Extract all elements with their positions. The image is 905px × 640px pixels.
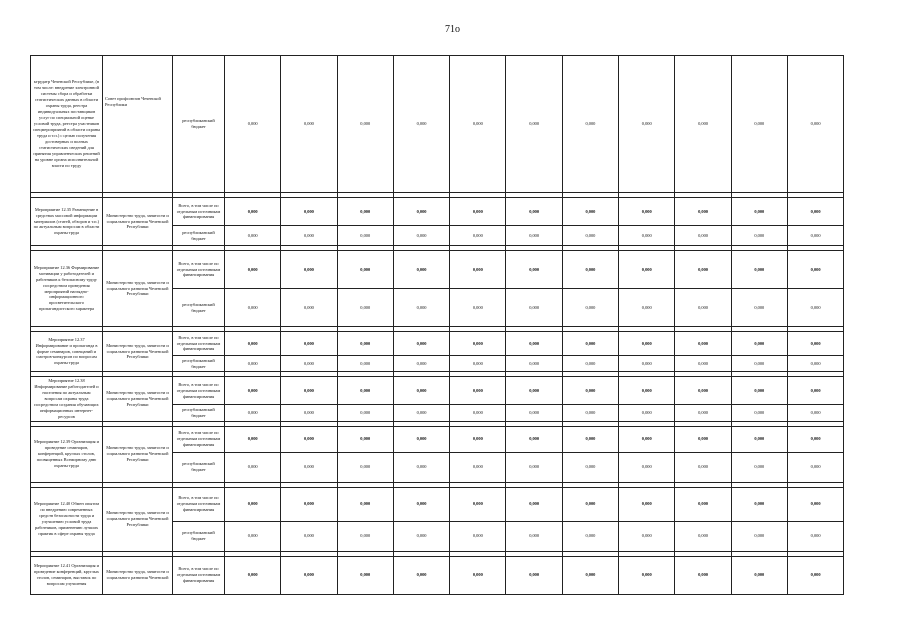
amount-cell: 0,000 [787,56,843,193]
table-row [31,556,844,594]
executor-cell: Министерство труда, занятости и социального развития Чеченской Республики [103,426,173,482]
amount-cell: 0,000 [506,452,562,482]
executor-cell: Совет профсоюзов Чеченской Республики [103,56,173,193]
amount-cell: 0,000 [619,521,675,551]
amount-cell: 0,000 [731,426,787,452]
amount-cell: 0,000 [450,521,506,551]
funding-source-cell: Всего, в том числе по отдельным источникам финансирования [173,198,225,226]
amount-cell: 0,000 [506,226,562,246]
event-cell: Мероприятие 12.37 Информирование и пропаганда в форме семинаров, совещаний и смотров-конкурсов по вопросам охраны труда [31,332,103,372]
funding-source-cell: Всего, в том числе по отдельным источникам финансирования [173,487,225,521]
amount-cell: 0,000 [225,487,281,521]
amount-cell: 0,000 [731,356,787,372]
amount-cell: 0,000 [393,356,449,372]
amount-cell: 0,000 [393,452,449,482]
amount-cell: 0,000 [450,452,506,482]
amount-cell: 0,000 [225,226,281,246]
funding-source-cell: республиканский бюджет [173,452,225,482]
amount-cell: 0,000 [393,289,449,327]
event-cell: Мероприятие 12.35 Размещение в средствах массовой информации материалов (статей, обзоров и т.п.) по актуальным вопросам в области охраны труда [31,198,103,246]
amount-cell: 0,000 [337,289,393,327]
amount-cell: 0,000 [337,487,393,521]
amount-cell: 0,000 [562,56,618,193]
amount-cell: 0,000 [787,487,843,521]
funding-source-cell: республиканский бюджет [173,56,225,193]
amount-cell: 0,000 [393,556,449,594]
amount-cell: 0,000 [619,377,675,405]
amount-cell: 0,000 [337,198,393,226]
amount-cell: 0,000 [787,377,843,405]
amount-cell: 0,000 [225,332,281,356]
amount-cell: 0,000 [393,226,449,246]
amount-cell: 0,000 [450,226,506,246]
event-cell: Мероприятие 12.40 Обмен опытом по внедрению современных средств безопасности труда и улучшению условий труда работников, применению лучших практик в сфере охраны труда [31,487,103,551]
amount-cell: 0,000 [393,251,449,289]
table-row [31,377,844,405]
amount-cell: 0,000 [281,556,337,594]
amount-cell: 0,000 [337,226,393,246]
amount-cell: 0,000 [675,251,731,289]
amount-cell: 0,000 [393,521,449,551]
amount-cell: 0,000 [619,251,675,289]
amount-cell: 0,000 [506,405,562,421]
amount-cell: 0,000 [281,377,337,405]
amount-cell: 0,000 [675,289,731,327]
table-row [31,332,844,356]
executor-cell: Министерство труда, занятости и социального развития Чеченской Республики [103,251,173,327]
amount-cell: 0,000 [506,377,562,405]
amount-cell: 0,000 [337,251,393,289]
amount-cell: 0,000 [393,487,449,521]
amount-cell: 0,000 [675,198,731,226]
amount-cell: 0,000 [731,487,787,521]
event-cell: ьтрудатр Чеченской Республике, (в том числе: внедрение электронной системы сбора и обработки статистических данных в области охраны труда, реестра индивидуальных поставщиков услуг по специальной оценке условий труда, реестра участников спецмероприятий в области охраны труда и т.п.) с целью получения достоверных и полных статистических сведений для принятия управленческих решений на уровне органа исполнительной власти по труду [31,56,103,193]
amount-cell: 0,000 [619,56,675,193]
amount-cell: 0,000 [450,405,506,421]
amount-cell: 0,000 [619,487,675,521]
amount-cell: 0,000 [731,198,787,226]
amount-cell: 0,000 [675,356,731,372]
amount-cell: 0,000 [675,426,731,452]
amount-cell: 0,000 [787,356,843,372]
amount-cell: 0,000 [506,198,562,226]
amount-cell: 0,000 [281,426,337,452]
amount-cell: 0,000 [675,377,731,405]
amount-cell: 0,000 [337,405,393,421]
table-row [31,56,844,193]
amount-cell: 0,000 [337,452,393,482]
amount-cell: 0,000 [506,332,562,356]
amount-cell: 0,000 [562,226,618,246]
amount-cell: 0,000 [562,487,618,521]
amount-cell: 0,000 [787,556,843,594]
amount-cell: 0,000 [562,521,618,551]
amount-cell: 0,000 [787,521,843,551]
amount-cell: 0,000 [450,377,506,405]
amount-cell: 0,000 [337,56,393,193]
amount-cell: 0,000 [450,556,506,594]
event-cell: Мероприятие 12.38 Информирование работодателей и населения по актуальным вопросам охраны труда посредством создания обучающих информационных интернет-ресурсов [31,377,103,422]
amount-cell: 0,000 [619,556,675,594]
amount-cell: 0,000 [675,556,731,594]
funding-source-cell: республиканский бюджет [173,289,225,327]
amount-cell: 0,000 [393,377,449,405]
event-cell: Мероприятие 12.36 Формирование мотивации у работодателей и работников к безопасному труду посредством проведения мероприятий наглядно-информационного просветительского пропагандистского характера [31,251,103,327]
amount-cell: 0,000 [225,251,281,289]
table-row [31,198,844,226]
amount-cell: 0,000 [787,332,843,356]
amount-cell: 0,000 [225,377,281,405]
amount-cell: 0,000 [787,226,843,246]
table-row [31,487,844,521]
funding-source-cell: Всего, в том числе по отдельным источникам финансирования [173,556,225,594]
amount-cell: 0,000 [281,289,337,327]
amount-cell: 0,000 [787,426,843,452]
amount-cell: 0,000 [225,452,281,482]
funding-source-cell: Всего, в том числе по отдельным источникам финансирования [173,332,225,356]
executor-cell: Министерство труда, занятости и социального развития Чеченской Республики [103,198,173,246]
executor-cell: Министерство труда, занятости и социального развития Чеченской [103,556,173,594]
amount-cell: 0,000 [337,556,393,594]
amount-cell: 0,000 [619,226,675,246]
budget-table [30,55,844,595]
amount-cell: 0,000 [675,487,731,521]
event-cell: Мероприятие 12.41 Организация и проведение конференций, круглых столов, семинаров, выставок по вопросам улучшения [31,556,103,594]
table-row [31,426,844,452]
amount-cell: 0,000 [562,332,618,356]
amount-cell: 0,000 [225,405,281,421]
amount-cell: 0,000 [675,452,731,482]
amount-cell: 0,000 [225,521,281,551]
amount-cell: 0,000 [450,487,506,521]
amount-cell: 0,000 [281,332,337,356]
amount-cell: 0,000 [450,56,506,193]
amount-cell: 0,000 [562,289,618,327]
amount-cell: 0,000 [675,56,731,193]
amount-cell: 0,000 [619,426,675,452]
amount-cell: 0,000 [281,226,337,246]
amount-cell: 0,000 [619,452,675,482]
amount-cell: 0,000 [562,426,618,452]
amount-cell: 0,000 [281,56,337,193]
funding-source-cell: республиканский бюджет [173,226,225,246]
amount-cell: 0,000 [450,426,506,452]
amount-cell: 0,000 [506,289,562,327]
amount-cell: 0,000 [337,356,393,372]
amount-cell: 0,000 [731,251,787,289]
amount-cell: 0,000 [562,356,618,372]
funding-source-cell: республиканский бюджет [173,521,225,551]
amount-cell: 0,000 [281,405,337,421]
amount-cell: 0,000 [731,521,787,551]
amount-cell: 0,000 [281,198,337,226]
amount-cell: 0,000 [393,405,449,421]
funding-source-cell: республиканский бюджет [173,356,225,372]
amount-cell: 0,000 [506,556,562,594]
executor-cell: Министерство труда, занятости и социального развития Чеченской Республики [103,377,173,422]
amount-cell: 0,000 [675,405,731,421]
amount-cell: 0,000 [281,452,337,482]
amount-cell: 0,000 [731,377,787,405]
amount-cell: 0,000 [506,426,562,452]
amount-cell: 0,000 [506,487,562,521]
amount-cell: 0,000 [506,251,562,289]
amount-cell: 0,000 [393,56,449,193]
amount-cell: 0,000 [225,56,281,193]
amount-cell: 0,000 [225,356,281,372]
executor-cell: Министерство труда, занятости и социального развития Чеченской Республики [103,487,173,551]
amount-cell: 0,000 [506,356,562,372]
amount-cell: 0,000 [450,356,506,372]
amount-cell: 0,000 [619,405,675,421]
amount-cell: 0,000 [506,521,562,551]
amount-cell: 0,000 [450,198,506,226]
amount-cell: 0,000 [562,377,618,405]
amount-cell: 0,000 [787,251,843,289]
amount-cell: 0,000 [731,226,787,246]
amount-cell: 0,000 [787,405,843,421]
table-row [31,251,844,289]
amount-cell: 0,000 [281,487,337,521]
event-cell: Мероприятие 12.39 Организация и проведение семинаров, конференций, круглых столов, посвященных Всемирному дню охраны труда [31,426,103,482]
amount-cell: 0,000 [225,198,281,226]
amount-cell: 0,000 [225,289,281,327]
amount-cell: 0,000 [225,426,281,452]
amount-cell: 0,000 [506,56,562,193]
amount-cell: 0,000 [675,226,731,246]
page-number: 71о [445,24,460,35]
amount-cell: 0,000 [562,405,618,421]
amount-cell: 0,000 [619,356,675,372]
amount-cell: 0,000 [619,198,675,226]
amount-cell: 0,000 [393,426,449,452]
amount-cell: 0,000 [675,332,731,356]
amount-cell: 0,000 [731,332,787,356]
amount-cell: 0,000 [281,251,337,289]
amount-cell: 0,000 [337,521,393,551]
amount-cell: 0,000 [619,332,675,356]
amount-cell: 0,000 [337,426,393,452]
amount-cell: 0,000 [393,332,449,356]
amount-cell: 0,000 [562,251,618,289]
amount-cell: 0,000 [731,56,787,193]
amount-cell: 0,000 [619,289,675,327]
amount-cell: 0,000 [562,452,618,482]
amount-cell: 0,000 [731,452,787,482]
amount-cell: 0,000 [731,289,787,327]
amount-cell: 0,000 [787,198,843,226]
funding-source-cell: Всего, в том числе по отдельным источникам финансирования [173,251,225,289]
amount-cell: 0,000 [450,289,506,327]
amount-cell: 0,000 [787,452,843,482]
funding-source-cell: Всего, в том числе по отдельным источникам финансирования [173,426,225,452]
amount-cell: 0,000 [731,556,787,594]
amount-cell: 0,000 [562,198,618,226]
funding-source-cell: Всего, в том числе по отдельным источникам финансирования [173,377,225,405]
amount-cell: 0,000 [675,521,731,551]
amount-cell: 0,000 [281,521,337,551]
amount-cell: 0,000 [450,332,506,356]
amount-cell: 0,000 [731,405,787,421]
amount-cell: 0,000 [393,198,449,226]
amount-cell: 0,000 [337,377,393,405]
amount-cell: 0,000 [281,356,337,372]
amount-cell: 0,000 [787,289,843,327]
amount-cell: 0,000 [337,332,393,356]
amount-cell: 0,000 [225,556,281,594]
executor-cell: Министерство труда, занятости и социального развития Чеченской Республики [103,332,173,372]
amount-cell: 0,000 [450,251,506,289]
amount-cell: 0,000 [562,556,618,594]
funding-source-cell: республиканский бюджет [173,405,225,421]
